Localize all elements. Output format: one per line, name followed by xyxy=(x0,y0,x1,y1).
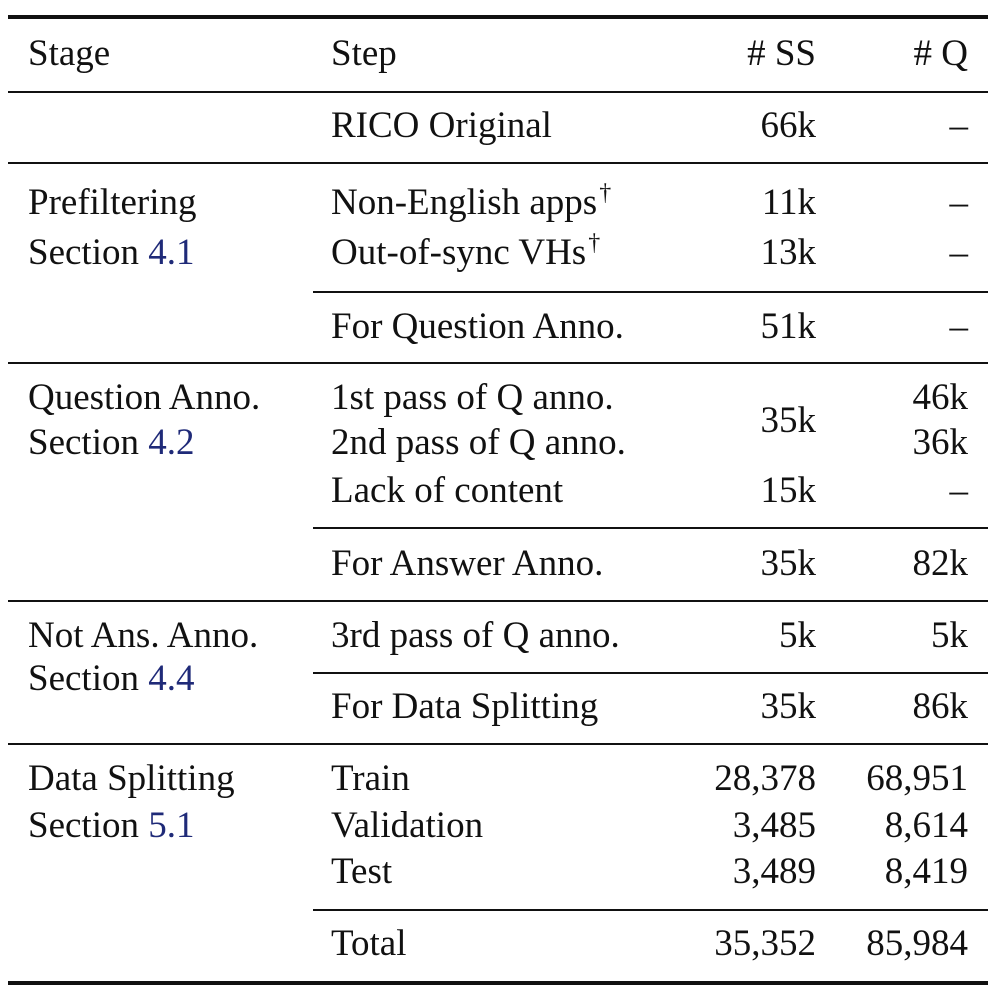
header-rule xyxy=(8,91,988,93)
q-validation: 8,614 xyxy=(884,805,968,846)
q-total: 85,984 xyxy=(866,923,968,964)
ss-lack-of-content: 15k xyxy=(760,470,816,511)
section-word: Section xyxy=(28,805,139,846)
stage-prefiltering: Prefiltering xyxy=(28,182,197,223)
step-first-pass: 1st pass of Q anno. xyxy=(331,377,614,418)
q-for-answer-anno: 82k xyxy=(912,543,968,584)
ss-for-question-anno: 51k xyxy=(760,306,816,347)
header-ss: # SS xyxy=(747,33,816,74)
stage-question-anno-section xyxy=(28,421,194,465)
ss-total: 35,352 xyxy=(714,923,816,964)
step-out-of-sync-vhs xyxy=(331,231,600,275)
q-third-pass: 5k xyxy=(931,615,968,656)
subtotal-rule xyxy=(313,291,988,293)
q-out-of-sync-vhs: – xyxy=(949,232,968,273)
ss-test: 3,489 xyxy=(732,851,816,892)
subtotal-rule xyxy=(313,672,988,674)
step-test: Test xyxy=(331,851,393,892)
step-for-data-splitting: For Data Splitting xyxy=(331,686,599,727)
q-lack-of-content: – xyxy=(949,470,968,511)
stage-prefiltering-section xyxy=(28,231,194,275)
stage-question-anno: Question Anno. xyxy=(28,377,261,418)
step-validation: Validation xyxy=(331,805,484,846)
dagger-footnote-mark: † xyxy=(588,230,601,256)
section-ref-link[interactable]: 4.4 xyxy=(148,658,195,699)
stage-divider-rule xyxy=(8,600,988,602)
stage-divider-rule xyxy=(8,362,988,364)
step-non-english-apps xyxy=(331,181,611,225)
ss-for-data-splitting: 35k xyxy=(760,686,816,727)
section-ref-link[interactable]: 4.1 xyxy=(148,232,195,273)
ss-out-of-sync-vhs: 13k xyxy=(760,232,816,273)
stage-not-ans-anno: Not Ans. Anno. xyxy=(28,615,259,656)
step-rico-original: RICO Original xyxy=(331,105,552,146)
q-rico-original: – xyxy=(949,105,968,146)
step-label: Out-of-sync VHs xyxy=(331,232,587,273)
ss-train: 28,378 xyxy=(714,758,816,799)
subtotal-rule xyxy=(313,909,988,911)
step-for-question-anno: For Question Anno. xyxy=(331,306,624,347)
header-step: Step xyxy=(331,33,397,74)
bottom-rule xyxy=(8,981,988,985)
stage-divider-rule xyxy=(8,743,988,745)
section-word: Section xyxy=(28,422,139,463)
ss-pass-merged: 35k xyxy=(760,400,816,441)
q-for-question-anno: – xyxy=(949,306,968,347)
ss-third-pass: 5k xyxy=(779,615,816,656)
section-word: Section xyxy=(28,232,139,273)
header-q: # Q xyxy=(913,33,968,74)
q-second-pass: 36k xyxy=(912,422,968,463)
section-ref-link[interactable]: 4.2 xyxy=(148,422,195,463)
q-for-data-splitting: 86k xyxy=(912,686,968,727)
step-train: Train xyxy=(331,758,410,799)
ss-rico-original: 66k xyxy=(760,105,816,146)
stage-data-splitting-section xyxy=(28,804,194,848)
ss-non-english-apps: 11k xyxy=(761,182,816,223)
ss-for-answer-anno: 35k xyxy=(760,543,816,584)
section-word: Section xyxy=(28,658,139,699)
step-third-pass: 3rd pass of Q anno. xyxy=(331,615,620,656)
q-train: 68,951 xyxy=(866,758,968,799)
q-test: 8,419 xyxy=(884,851,968,892)
section-ref-link[interactable]: 5.1 xyxy=(148,805,195,846)
q-non-english-apps: – xyxy=(949,182,968,223)
ss-validation: 3,485 xyxy=(732,805,816,846)
subtotal-rule xyxy=(313,527,988,529)
step-second-pass: 2nd pass of Q anno. xyxy=(331,422,626,463)
q-first-pass: 46k xyxy=(912,377,968,418)
stage-divider-rule xyxy=(8,162,988,164)
top-rule xyxy=(8,15,988,19)
header-stage: Stage xyxy=(28,33,111,74)
step-for-answer-anno: For Answer Anno. xyxy=(331,543,604,584)
step-lack-of-content: Lack of content xyxy=(331,470,564,511)
step-label: Non-English apps xyxy=(331,182,598,223)
dagger-footnote-mark: † xyxy=(599,180,612,206)
step-total: Total xyxy=(331,923,407,964)
stage-not-ans-anno-section xyxy=(28,657,194,701)
stage-data-splitting: Data Splitting xyxy=(28,758,235,799)
